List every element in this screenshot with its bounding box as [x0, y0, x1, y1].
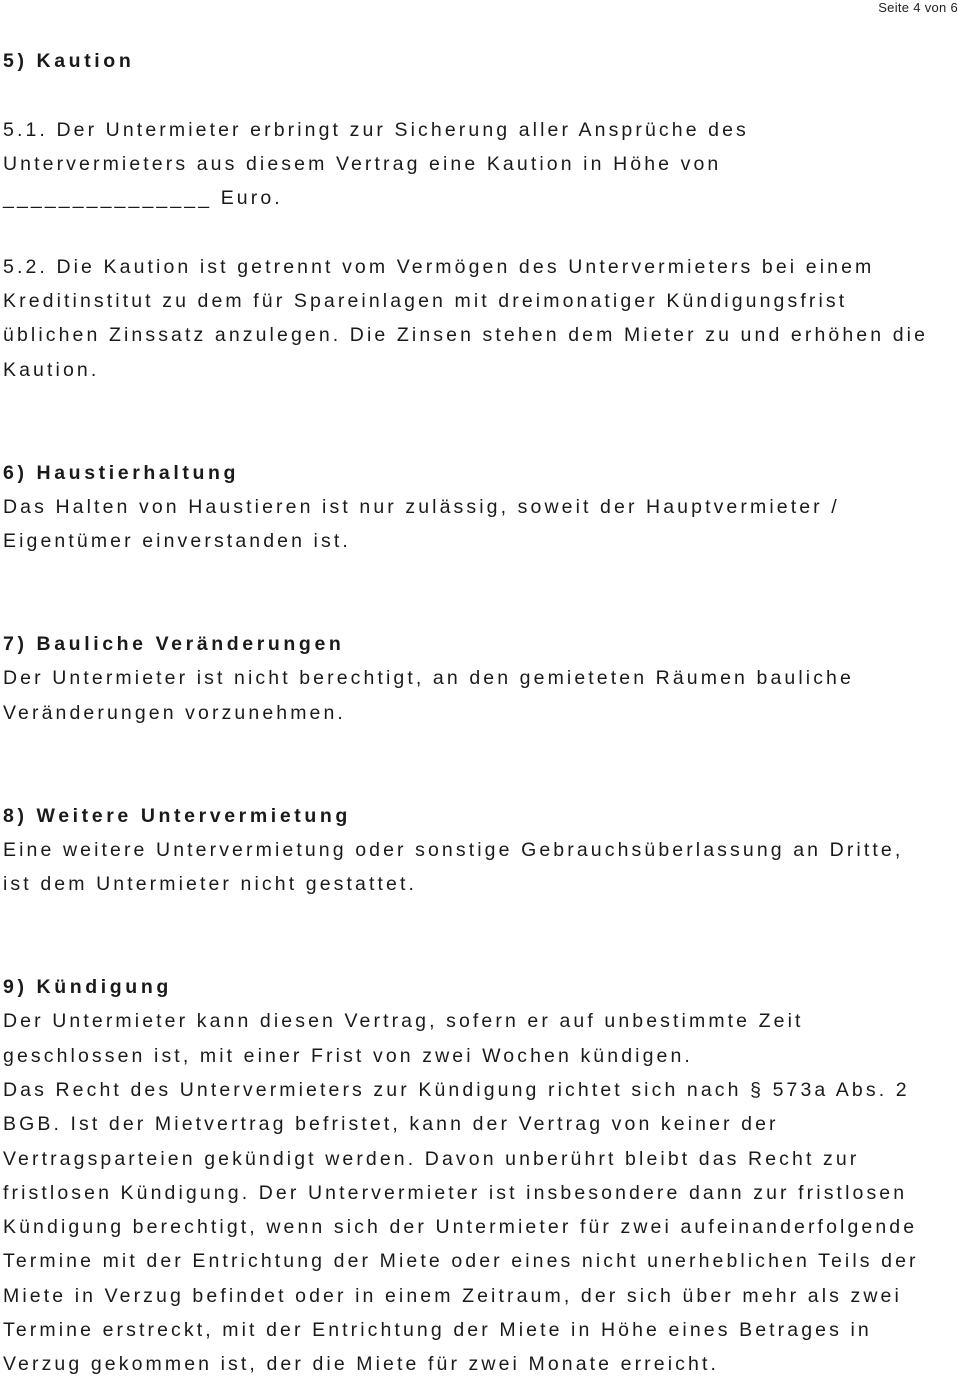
paragraph	[3, 1004, 953, 1381]
text-line: _______________ Euro.	[3, 187, 283, 210]
text-line: Vertragsparteien gekündigt werden. Davon unberührt bleibt das Recht zur	[3, 1147, 860, 1170]
section-weitere-untervermietung	[3, 799, 953, 902]
section-kaution	[3, 44, 953, 387]
text-line: Untervermieters aus diesem Vertrag eine Kaution in Höhe von	[3, 152, 722, 175]
section-heading: 8) Weitere Untervermietung	[3, 804, 351, 827]
text-line: Eine weitere Untervermietung oder sonstige Gebrauchsüberlassung an Dritte,	[3, 838, 904, 861]
paragraph	[3, 833, 953, 902]
text-line: Eigentümer einverstanden ist.	[3, 530, 351, 553]
section-heading: 9) Kündigung	[3, 976, 172, 999]
text-line: Der Untermieter kann diesen Vertrag, sofern er auf unbestimmte Zeit	[3, 1010, 804, 1033]
text-line: Termine mit der Entrichtung der Miete oder eines nicht unerheblichen Teils der	[3, 1250, 919, 1273]
text-line: ist dem Untermieter nicht gestattet.	[3, 873, 417, 896]
section-heading: 5) Kaution	[3, 50, 135, 72]
document-body	[3, 44, 953, 1382]
paragraph	[3, 113, 953, 216]
text-line: fristlosen Kündigung. Der Untervermieter ist insbesondere dann zur fristlosen	[3, 1181, 908, 1204]
section-bauliche-veraenderungen	[3, 627, 953, 730]
text-line: 5.2. Die Kaution ist getrennt vom Vermögen des Untervermieters bei einem	[3, 255, 875, 278]
section-haustierhaltung	[3, 456, 953, 559]
text-line: Kündigung berechtigt, wenn sich der Untermieter für zwei aufeinanderfolgende	[3, 1216, 918, 1239]
text-line: Das Halten von Haustieren ist nur zulässig, soweit der Hauptvermieter /	[3, 495, 840, 518]
text-line: Miete in Verzug befindet oder in einem Zeitraum, der sich über mehr als zwei	[3, 1284, 902, 1307]
text-line: Verzug gekommen ist, der die Miete für zwei Monate erreicht.	[3, 1353, 719, 1376]
page-indicator: Seite 4 von 6	[878, 0, 958, 15]
paragraph	[3, 661, 953, 730]
section-kuendigung	[3, 970, 953, 1382]
paragraph	[3, 250, 953, 387]
text-line: üblichen Zinssatz anzulegen. Die Zinsen stehen dem Mieter zu und erhöhen die	[3, 324, 929, 347]
text-line: Kaution.	[3, 358, 100, 381]
section-heading: 6) Haustierhaltung	[3, 461, 239, 484]
text-line: Kreditinstitut zu dem für Spareinlagen mit dreimonatiger Kündigungsfrist	[3, 290, 848, 313]
text-line: geschlossen ist, mit einer Frist von zwei Wochen kündigen.	[3, 1044, 693, 1067]
section-heading: 7) Bauliche Veränderungen	[3, 633, 345, 656]
text-line: BGB. Ist der Mietvertrag befristet, kann der Vertrag von keiner der	[3, 1113, 779, 1136]
text-line: Der Untermieter ist nicht berechtigt, an den gemieteten Räumen bauliche	[3, 667, 854, 690]
text-line: Das Recht des Untervermieters zur Kündigung richtet sich nach § 573a Abs. 2	[3, 1078, 910, 1101]
paragraph	[3, 490, 953, 559]
text-line: Termine erstreckt, mit der Entrichtung der Miete in Höhe eines Betrages in	[3, 1318, 872, 1341]
text-line: Veränderungen vorzunehmen.	[3, 701, 346, 724]
text-line: 5.1. Der Untermieter erbringt zur Sicherung aller Ansprüche des	[3, 118, 749, 141]
